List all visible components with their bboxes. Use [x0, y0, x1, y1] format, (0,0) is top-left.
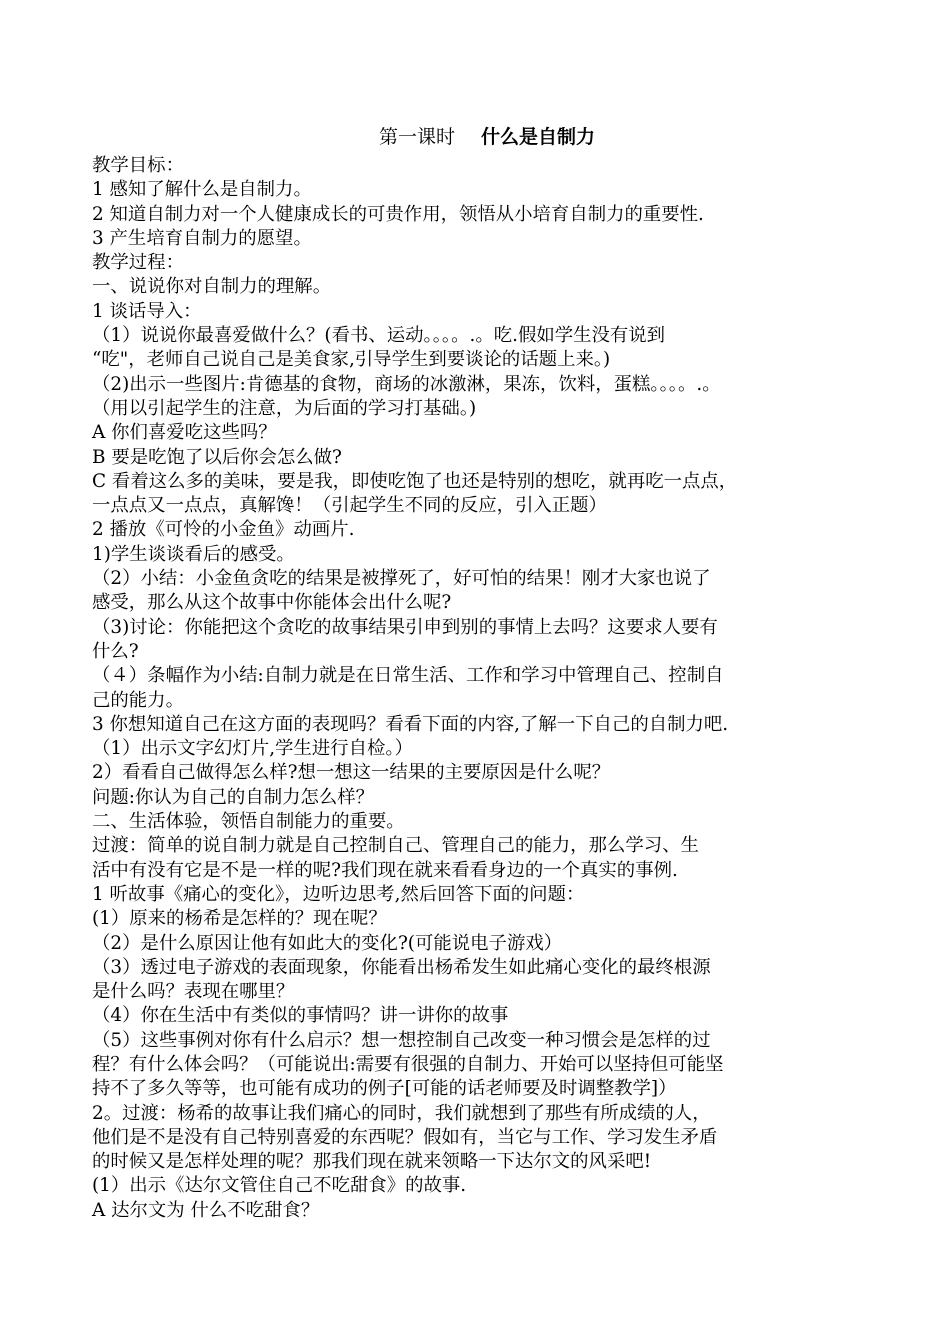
- text-line: 3 产生培育自制力的愿望。: [92, 227, 312, 249]
- text-line: 感受，那么从这个故事中你能体会出什么呢?: [92, 592, 452, 614]
- text-line: (1）出示《达尔文管住自己不吃甜食》的故事.: [92, 1175, 467, 1197]
- text-line: （1）出示文字幻灯片,学生进行自检。）: [92, 738, 413, 760]
- text-line: A 达尔文为 什么不吃甜食？: [92, 1199, 320, 1221]
- document-page: [92, 120, 882, 1223]
- text-line: （1）说说你最喜爱做什么？(看书、运动。。。。.。吃.假如学生没有说到: [92, 325, 666, 347]
- text-line: 1 听故事《痛心的变化》，边听边思考,然后回答下面的问题：: [92, 883, 585, 905]
- text-line: 教学过程：: [92, 252, 184, 274]
- text-line: 教学目标：: [92, 155, 184, 176]
- text-line: 己的能力。: [92, 689, 184, 711]
- lesson-title-main: 什么是自制力: [481, 126, 596, 148]
- text-line: （3)讨论：你能把这个贪吃的故事结果引申到别的事情上去吗？这要求人要有: [92, 616, 718, 638]
- text-line: （2)出示一些图片:肯德基的食物，商场的冰激淋，果冻，饮料，蛋糕。。。。.。: [92, 373, 721, 395]
- text-line: 什么?: [92, 640, 139, 662]
- text-line: 1 谈话导入：: [92, 300, 202, 322]
- text-line: （2）是什么原因让他有如此大的变化?(可能说电子游戏）: [92, 932, 563, 954]
- text-line: （3）透过电子游戏的表面现象，你能看出杨希发生如此痛心变化的最终根源: [92, 956, 711, 978]
- text-line: 程？有什么体会吗？（可能说出:需要有很强的自制力、开始可以坚持但可能坚: [92, 1053, 724, 1075]
- text-line: （5）这些事例对你有什么启示？想一想控制自己改变一种习惯会是怎样的过: [92, 1029, 711, 1051]
- text-line: 是什么吗？表现在哪里？: [92, 981, 295, 1003]
- text-line: （用以引起学生的注意，为后面的学习打基础。): [92, 397, 477, 419]
- text-line: 持不了多久等等，也可能有成功的例子[可能的话老师要及时调整教学]）: [92, 1078, 677, 1100]
- text-line: 一点点又一点点，真解馋！（引起学生不同的反应，引入正题）: [92, 495, 607, 517]
- text-line: （４）条幅作为小结:自制力就是在日常生活、工作和学习中管理自己、控制自: [92, 665, 724, 687]
- text-line: C 看着这么多的美味，要是我，即使吃饱了也还是特别的想吃，就再吃一点点，: [92, 470, 738, 492]
- text-line: 的时候又是怎样处理的呢？那我们现在就来领略一下达尔文的风采吧!: [92, 1151, 652, 1173]
- document-body: [92, 154, 882, 1223]
- text-line: 问题:你认为自己的自制力怎么样？: [92, 786, 375, 808]
- text-line: 2。过渡：杨希的故事让我们痛心的同时，我们就想到了那些有所成绩的人，: [92, 1102, 711, 1124]
- text-line: (1）原来的杨希是怎样的？现在呢？: [92, 908, 387, 930]
- text-line: B 要是吃饱了以后你会怎么做?: [92, 446, 342, 468]
- text-line: 活中有没有它是不是一样的呢?我们现在就来看看身边的一个真实的事例.: [92, 859, 678, 881]
- text-line: A 你们喜爱吃这些吗？: [92, 422, 277, 444]
- lesson-title: [92, 120, 882, 154]
- text-line: 1)学生谈谈看后的感受。: [92, 543, 295, 565]
- text-line: 一、说说你对自制力的理解。: [92, 276, 332, 298]
- text-line: 二、生活体验，领悟自制能力的重要。: [92, 811, 405, 833]
- text-line: “吃"，老师自己说自己是美食家,引导学生到要谈论的话题上来。): [92, 349, 611, 371]
- text-line: 2 知道自制力对一个人健康成长的可贵作用，领悟从小培育自制力的重要性.: [92, 203, 704, 225]
- text-line: 他们是不是没有自己特别喜爱的东西呢？假如有，当它与工作、学习发生矛盾: [92, 1126, 718, 1148]
- text-line: 1 感知了解什么是自制力。: [92, 179, 312, 201]
- text-line: 2）看看自己做得怎么样?想一想这一结果的主要原因是什么呢？: [92, 762, 611, 784]
- text-line: 2 播放《可怜的小金鱼》动画片.: [92, 519, 355, 541]
- lesson-title-prefix: 第一课时: [378, 126, 455, 148]
- text-line: 3 你想知道自己在这方面的表现吗？看看下面的内容,了解一下自己的自制力吧.: [92, 713, 729, 735]
- text-line: （4）你在生活中有类似的事情吗？讲一讲你的故事: [92, 1005, 509, 1027]
- text-line: 过渡：简单的说自制力就是自己控制自己、管理自己的能力，那么学习、生: [92, 835, 699, 857]
- text-line: （2）小结：小金鱼贪吃的结果是被撑死了，好可怕的结果！刚才大家也说了: [92, 568, 711, 590]
